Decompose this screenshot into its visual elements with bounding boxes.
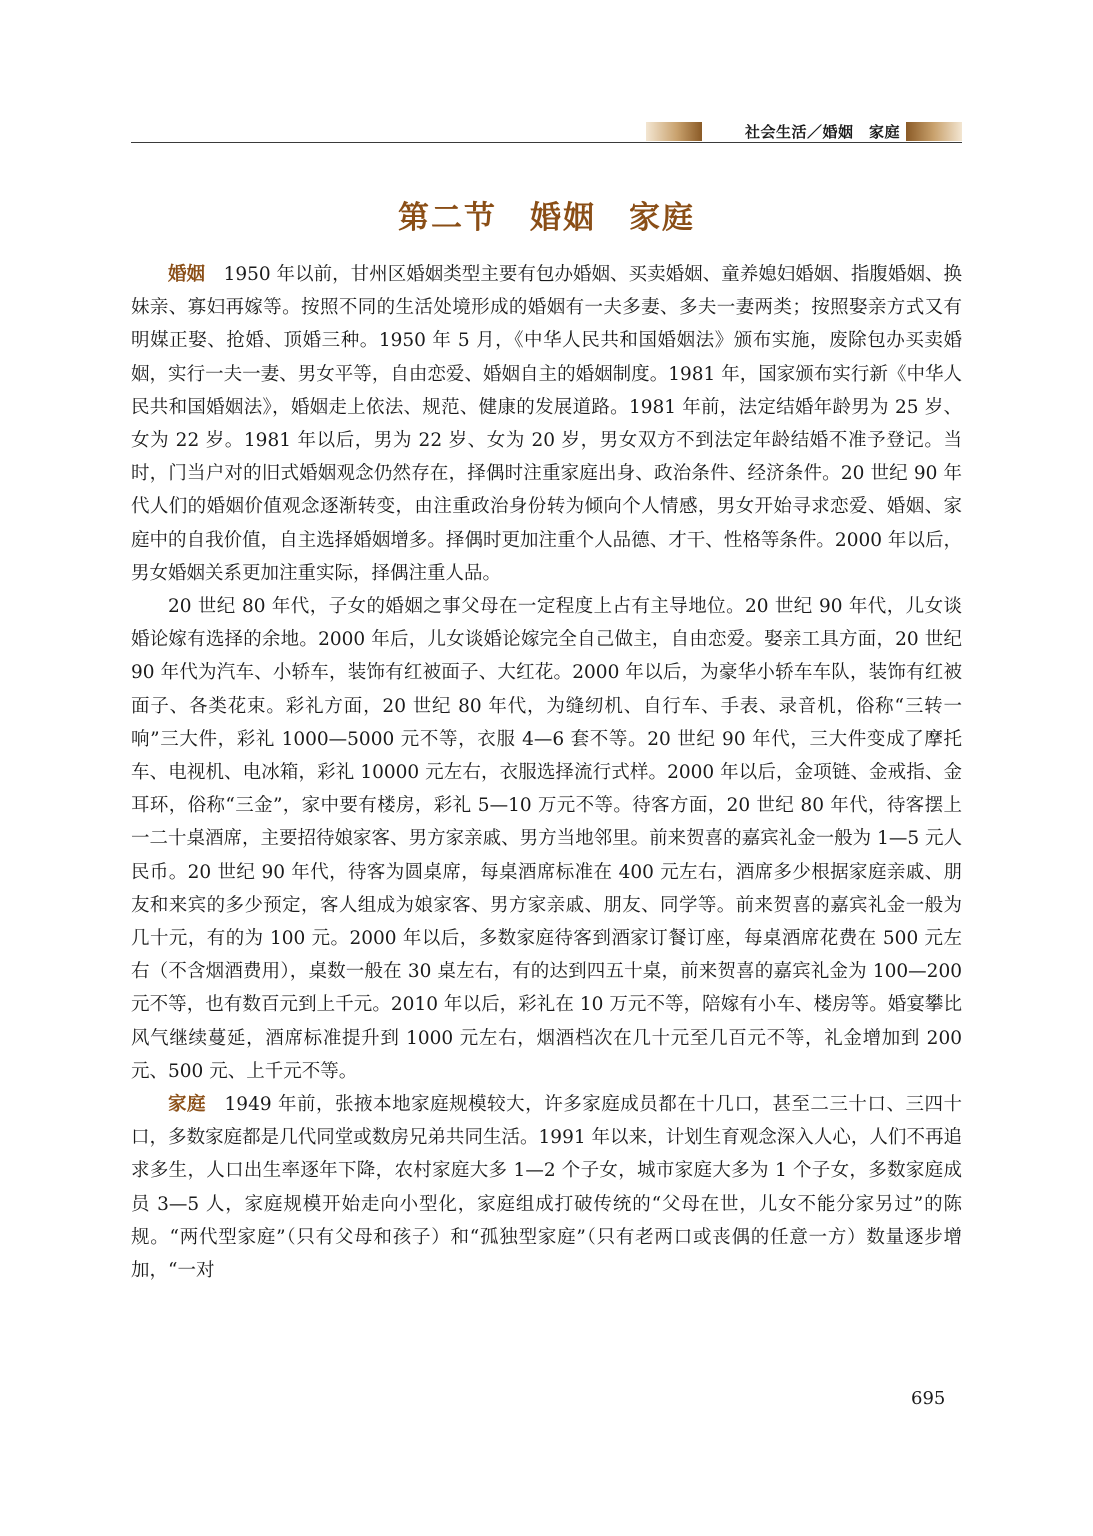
paragraph-text: 20 世纪 80 年代，子女的婚姻之事父母在一定程度上占有主导地位。20 世纪 90 年代，儿女谈婚论嫁有选择的余地。2000 年后，儿女谈婚论嫁完全自己做主，自由恋爱。娶亲工具方面，20 世纪 90 年代为汽车、小轿车，装饰有红被面子、大红花。2000 年以后，为豪华小轿车车队，装饰有红被面子、各类花束。彩礼方面，20 世纪 80 年代，为缝纫机、自行车、手表、录音机，俗称“三转一响”三大件，彩礼 1000—5000 元不等，衣服 4—6 套不等。20 世纪 90 年代，三大件变成了摩托车、电视机、电冰箱，彩礼 10000 元左右，衣服选择流行式样。2000 年以后，金项链、金戒指、金耳环，俗称“三金”，家中要有楼房，彩礼 5—10 万元不等。待客方面，20 世纪 80 年代，待客摆上一二十桌酒席，主要招待娘家客、男方家亲戚、男方当地邻里。前来贺喜的嘉宾礼金一般为 1—5 元人民币。20 世纪 90 年代，待客为圆桌席，每桌酒席标准在 400 元左右，酒席多少根据家庭亲戚、朋友和来宾的多少预定，客人组成为娘家客、男方家亲戚、朋友、同学等。前来贺喜的嘉宾礼金一般为几十元，有的为 100 元。2000 年以后，多数家庭待客到酒家订餐订座，每桌酒席花费在 500 元左右（不含烟酒费用），桌数一般在 30 桌左右，有的达到四五十桌，前来贺喜的嘉宾礼金为 100—200 元不等，也有数百元到上千元。2010 年以后，彩礼在 10 万元不等，陪嫁有小车、楼房等。婚宴攀比风气继续蔓延，酒席标准提升到 1000 元左右，烟酒档次在几十元至几百元不等，礼金增加到 200 元、500 元、上千元不等。 <box>131 596 962 1082</box>
header-gradient-left <box>646 122 702 141</box>
section-title: 第二节 婚姻 家庭 <box>398 200 695 236</box>
page-number: 695 <box>911 1388 946 1409</box>
paragraph-family <box>131 1088 962 1287</box>
paragraph-marriage <box>131 258 962 590</box>
paragraph-customs <box>131 590 962 1088</box>
running-header <box>702 122 906 141</box>
header-gradient-right <box>906 122 962 141</box>
run-in-heading-family: 家庭 <box>168 1094 207 1116</box>
header-rule <box>131 142 962 143</box>
running-header-band <box>646 122 962 141</box>
paragraph-text: 1950 年以前，甘州区婚姻类型主要有包办婚姻、买卖婚姻、童养媳妇婚姻、指腹婚姻、换妹亲、寡妇再嫁等。按照不同的生活处境形成的婚姻有一夫多妻、多夫一妻两类；按照娶亲方式又有明媒正娶、抢婚、顶婚三种。1950 年 5 月，《中华人民共和国婚姻法》颁布实施，废除包办买卖婚姻，实行一夫一妻、男女平等，自由恋爱、婚姻自主的婚姻制度。1981 年，国家颁布实行新《中华人民共和国婚姻法》，婚姻走上依法、规范、健康的发展道路。1981 年前，法定结婚年龄男为 25 岁、女为 22 岁。1981 年以后，男为 22 岁、女为 20 岁，男女双方不到法定年龄结婚不准予登记。当时，门当户对的旧式婚姻观念仍然存在，择偶时注重家庭出身、政治条件、经济条件。20 世纪 90 年代人们的婚姻价值观念逐渐转变，由注重政治身份转为倾向个人情感，男女开始寻求恋爱、婚姻、家庭中的自我价值，自主选择婚姻增多。择偶时更加注重个人品德、才干、性格等条件。2000 年以后，男女婚姻关系更加注重实际，择偶注重人品。 <box>131 264 962 584</box>
running-title: 社会生活／婚姻 家庭 <box>744 123 900 141</box>
body-text <box>131 258 962 1287</box>
paragraph-text: 1949 年前，张掖本地家庭规模较大，许多家庭成员都在十几口，甚至二三十口、三四十口，多数家庭都是几代同堂或数房兄弟共同生活。1991 年以来，计划生育观念深入人心，人们不再追求多生，人口出生率逐年下降，农村家庭大多 1—2 个子女，城市家庭大多为 1 个子女，多数家庭成员 3—5 人，家庭规模开始走向小型化，家庭组成打破传统的“父母在世，儿女不能分家另过”的陈规。“两代型家庭”（只有父母和孩子）和“孤独型家庭”（只有老两口或丧偶的任意一方）数量逐步增加，“一对 <box>131 1094 962 1282</box>
run-in-heading-marriage: 婚姻 <box>168 264 206 285</box>
